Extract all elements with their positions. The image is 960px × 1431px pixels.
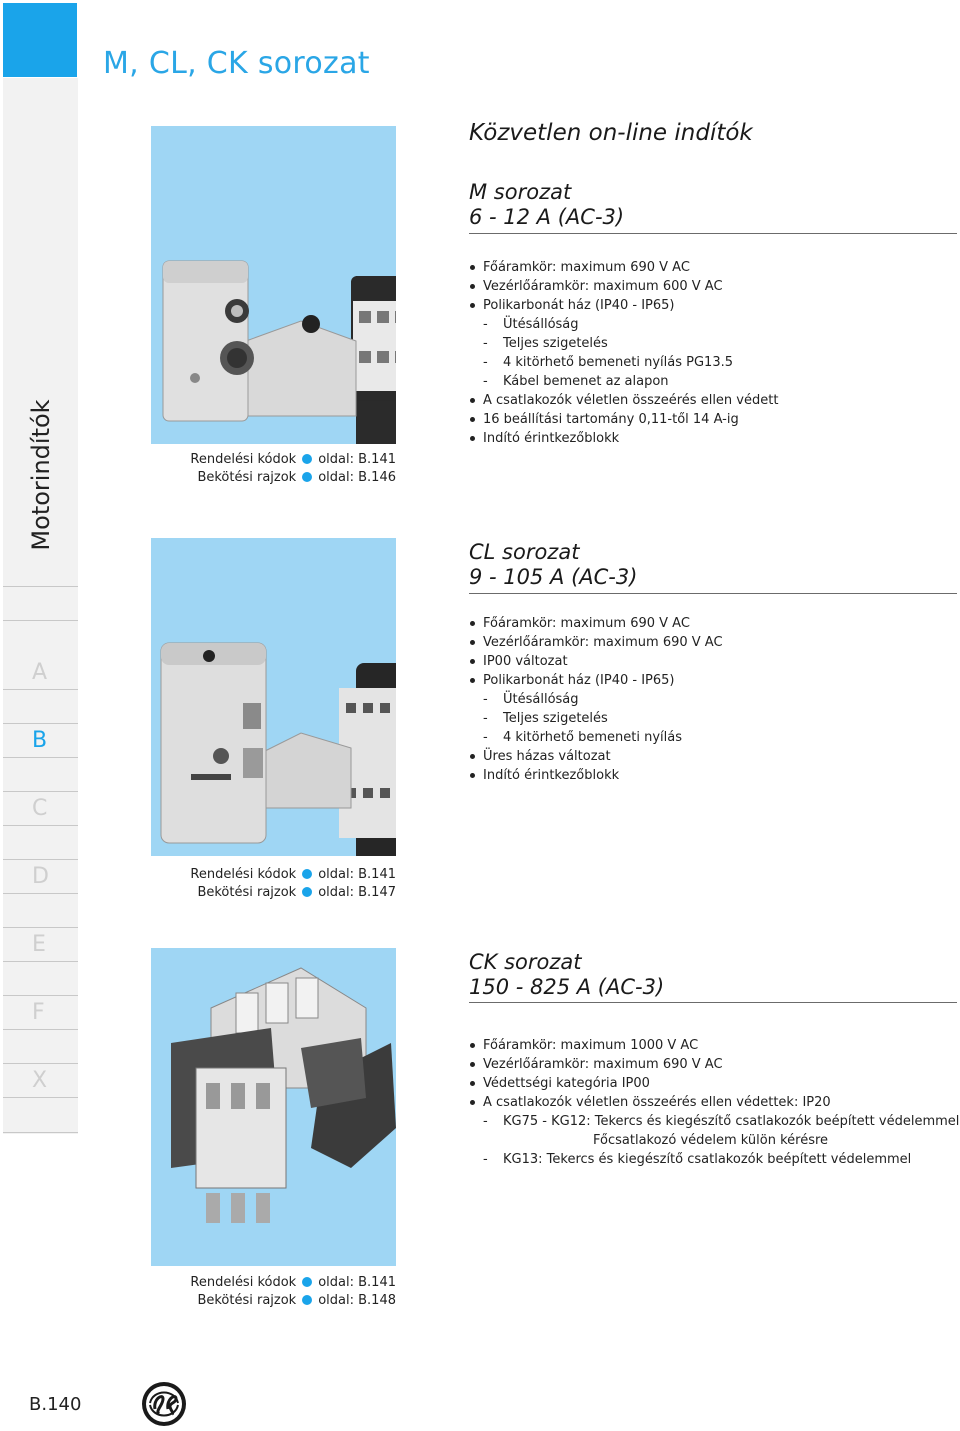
sidebar-divider	[3, 927, 78, 928]
sidebar-divider	[3, 961, 78, 962]
feature-item: Főáramkör: maximum 690 V AC	[469, 258, 957, 277]
feature-item: A csatlakozók véletlen összeérés ellen védett	[469, 391, 957, 410]
reference-page: oldal: B.141	[318, 451, 396, 467]
sidebar-divider	[3, 893, 78, 894]
sidebar-item-d[interactable]: D	[32, 864, 49, 889]
bullet-dot-icon	[302, 869, 312, 879]
reference-label: Bekötési rajzok	[197, 469, 297, 485]
series-range: 150 - 825 A (AC-3)	[469, 975, 665, 999]
feature-subitem-continuation: Főcsatlakozó védelem külön kérésre	[593, 1133, 829, 1148]
sidebar-divider	[3, 620, 78, 621]
sidebar-divider	[3, 1029, 78, 1030]
reference-page: oldal: B.141	[318, 866, 396, 882]
sidebar-item-b[interactable]: B	[32, 728, 48, 753]
reference-page: oldal: B.146	[318, 469, 396, 485]
series-range: 6 - 12 A (AC-3)	[469, 205, 625, 229]
feature-subitem: - 4 kitörhető bemeneti nyílás	[469, 728, 957, 747]
sidebar-item-x[interactable]: X	[32, 1068, 48, 1093]
m-series-heading	[469, 180, 624, 230]
feature-item: Polikarbonát ház (IP40 - IP65)	[469, 671, 957, 690]
feature-item: Főáramkör: maximum 1000 V AC	[469, 1036, 957, 1055]
bullet-dot-icon	[302, 887, 312, 897]
feature-subitem: - Teljes szigetelés	[469, 709, 957, 728]
reference-row[interactable]	[150, 1291, 396, 1309]
sidebar-divider	[3, 723, 78, 724]
ck-series-features	[469, 1036, 960, 1169]
sidebar-divider	[3, 586, 78, 587]
sidebar-item-c[interactable]: C	[32, 796, 48, 821]
reference-label: Rendelési kódok	[190, 1274, 297, 1290]
reference-page: oldal: B.148	[318, 1292, 396, 1308]
feature-subitem: - Kábel bemenet az alapon	[469, 372, 957, 391]
feature-subitem: - KG13: Tekercs és kiegészítő csatlakozók beépített védelemmel	[469, 1150, 957, 1169]
page-title: M, CL, CK sorozat	[103, 46, 370, 81]
bullet-dot-icon	[302, 1277, 312, 1287]
bullet-dot-icon	[302, 454, 312, 464]
ck-series-product-photo	[151, 948, 396, 1266]
section-divider	[469, 233, 957, 234]
cl-series-starter-illustration	[151, 538, 396, 856]
cl-series-heading	[469, 540, 637, 590]
sidebar-vertical-label	[3, 370, 78, 580]
series-name: M sorozat	[469, 180, 572, 204]
feature-item: IP00 változat	[469, 652, 957, 671]
sidebar-divider	[3, 791, 78, 792]
sidebar-divider	[3, 1097, 78, 1098]
feature-subitem: - KG75 - KG12: Tekercs és kiegészítő csatlakozók beépített védelemmel	[469, 1112, 957, 1131]
ck-series-references	[150, 1273, 396, 1309]
sidebar-divider	[3, 1132, 78, 1133]
sidebar-divider	[3, 757, 78, 758]
reference-row[interactable]	[150, 883, 396, 901]
section-title: Közvetlen on-line indítók	[469, 120, 753, 146]
ge-logo-icon	[141, 1381, 187, 1427]
feature-subitem: - Ütésállóság	[469, 315, 957, 334]
ck-series-contactor-illustration	[151, 948, 396, 1266]
cl-series-features	[469, 614, 957, 785]
m-series-references	[150, 450, 396, 486]
reference-label: Bekötési rajzok	[197, 1292, 297, 1308]
feature-item: Üres házas változat	[469, 747, 957, 766]
cl-series-references	[150, 865, 396, 901]
sidebar-item-a[interactable]: A	[32, 660, 48, 685]
m-series-starter-illustration	[151, 126, 396, 444]
sidebar-divider	[3, 859, 78, 860]
reference-row[interactable]	[150, 450, 396, 468]
sidebar-divider	[3, 689, 78, 690]
sidebar-vertical-label-text: Motorindítók	[26, 399, 55, 551]
reference-row[interactable]	[150, 865, 396, 883]
page-number: B.140	[29, 1394, 82, 1415]
feature-item: Vezérlőáramkör: maximum 690 V AC	[469, 1055, 957, 1074]
bullet-dot-icon	[302, 1295, 312, 1305]
section-divider	[469, 593, 957, 594]
section-divider	[469, 1002, 957, 1003]
feature-subitem: - Teljes szigetelés	[469, 334, 957, 353]
feature-item: Főáramkör: maximum 690 V AC	[469, 614, 957, 633]
header-color-block	[3, 3, 77, 77]
feature-item: Polikarbonát ház (IP40 - IP65)	[469, 296, 957, 315]
series-name: CL sorozat	[469, 540, 580, 564]
feature-item: A csatlakozók véletlen összeérés ellen védettek: IP20	[469, 1093, 957, 1112]
series-range: 9 - 105 A (AC-3)	[469, 565, 638, 589]
sidebar-tab-strip	[3, 78, 78, 1134]
reference-label: Rendelési kódok	[190, 866, 297, 882]
ge-logo	[141, 1381, 187, 1427]
m-series-features	[469, 258, 957, 448]
sidebar-item-e[interactable]: E	[32, 932, 46, 957]
cl-series-product-photo	[151, 538, 396, 856]
feature-item: Indító érintkezőblokk	[469, 429, 957, 448]
bullet-dot-icon	[302, 472, 312, 482]
series-name: CK sorozat	[469, 950, 582, 974]
reference-page: oldal: B.147	[318, 884, 396, 900]
m-series-product-photo	[151, 126, 396, 444]
reference-page: oldal: B.141	[318, 1274, 396, 1290]
reference-row[interactable]	[150, 468, 396, 486]
feature-subitem: - Ütésállóság	[469, 690, 957, 709]
feature-subitem: - 4 kitörhető bemeneti nyílás PG13.5	[469, 353, 957, 372]
reference-label: Rendelési kódok	[190, 451, 297, 467]
ck-series-heading	[469, 950, 664, 1000]
feature-item: Indító érintkezőblokk	[469, 766, 957, 785]
sidebar-divider	[3, 995, 78, 996]
reference-row[interactable]	[150, 1273, 396, 1291]
feature-item: Védettségi kategória IP00	[469, 1074, 957, 1093]
feature-item: 16 beállítási tartomány 0,11-től 14 A-ig	[469, 410, 957, 429]
feature-item: Vezérlőáramkör: maximum 600 V AC	[469, 277, 957, 296]
reference-label: Bekötési rajzok	[197, 884, 297, 900]
sidebar-divider	[3, 825, 78, 826]
feature-item: Vezérlőáramkör: maximum 690 V AC	[469, 633, 957, 652]
sidebar-divider	[3, 1063, 78, 1064]
sidebar-item-f[interactable]: F	[32, 1000, 45, 1025]
